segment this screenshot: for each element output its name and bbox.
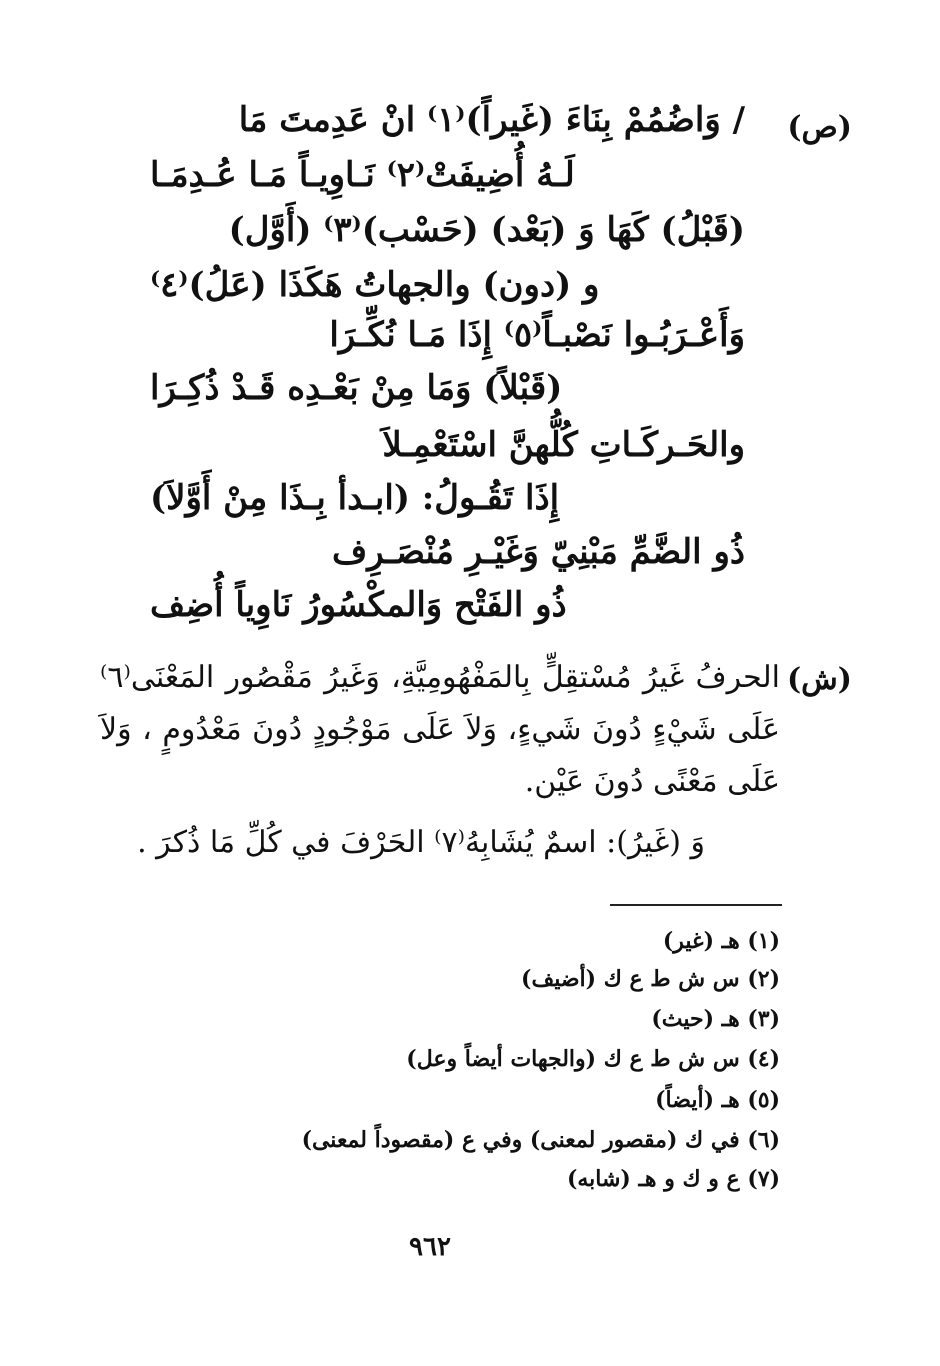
footnote-4: (٤) س ش ط ع ك (والجهات أيضاً وعل) bbox=[406, 1046, 780, 1072]
prose-marker: (ش) bbox=[786, 662, 852, 697]
footnote-2: (٢) س ش ط ع ك (أضيف) bbox=[521, 966, 780, 992]
footnote-3: (٣) هـ (حيث) bbox=[651, 1006, 780, 1032]
footnote-7: (٧) ع و ك و هـ (شابه) bbox=[566, 1166, 780, 1192]
verse-line-8: إِذَا تَقُـولُ: (ابـدأ بِـذَا مِنْ أَوَّلاَ) bbox=[150, 478, 560, 518]
footnote-5: (٥) هـ (أيضاً) bbox=[655, 1087, 780, 1113]
commentary-line: وَ (غَيرُ): اسمٌ يُشَابِهُ⁽٧⁾ الحَرْفَ في كُلِّ مَا ذُكرَ . bbox=[137, 825, 705, 860]
verse-line-6: (قَبْلاً) وَمَا مِنْ بَعْـدِه قَـدْ ذُكِـرَا bbox=[150, 368, 563, 408]
verse-line-7: والحَـركَـاتِ كُلُّهنَّ اسْتَعْمِـلاَ bbox=[382, 425, 745, 465]
footnote-1: (١) هـ (غير) bbox=[662, 928, 780, 954]
verse-marker: (ص) bbox=[787, 110, 852, 145]
verse-line-9: ذُو الضَّمِّ مَبْنِيّ وَغَيْـرِ مُنْصَـرِف bbox=[332, 532, 745, 572]
page-number: ٩٦٢ bbox=[409, 1232, 451, 1262]
verse-line-10: ذُو الفَتْح وَالمكْسُورُ نَاوِياً أُضِف bbox=[150, 585, 567, 625]
footnote-divider bbox=[610, 904, 782, 906]
commentary-paragraph: الحرفُ غَيرُ مُسْتقِلٍّ بِالمَفْهُومِيَّةِ، وَغَيرُ مَقْصُور المَعْنَى⁽٦⁾ عَلَى شَيْءٍ دُونَ شَيءٍ، وَلاَ عَلَى مَوْجُودٍ دُونَ مَعْدُومٍ ، وَلاَ عَلَى مَعْنًى دُونَ عَيْن. bbox=[100, 660, 780, 799]
verse-line-1: / وَاضُمُمْ بِنَاءَ (غَيراً)⁽١⁾ انْ عَدِمتَ مَا bbox=[238, 100, 745, 140]
verse-line-4: و (دون) والجهاتُ هَكَذَا (عَلُ)⁽٤⁾ bbox=[150, 265, 600, 305]
footnote-6: (٦) في ك (مقصور لمعنى) وفي ع (مقصوداً لمعنى) bbox=[301, 1127, 780, 1153]
verse-line-5: وَأَعْـرَبُـوا نَصْبـاً⁽٥⁾ إِذَا مَـا نُكِّـرَا bbox=[329, 315, 745, 355]
verse-line-3: (قَبْلُ) كَهَا وَ (بَعْد) (حَسْب)⁽٣⁾ (أَوَّل) bbox=[228, 210, 745, 250]
verse-line-2: لَـهُ أُضِيفَتْ⁽٢⁾ نَـاوِيـاً مَـا عُـدِمَـا bbox=[150, 155, 575, 195]
